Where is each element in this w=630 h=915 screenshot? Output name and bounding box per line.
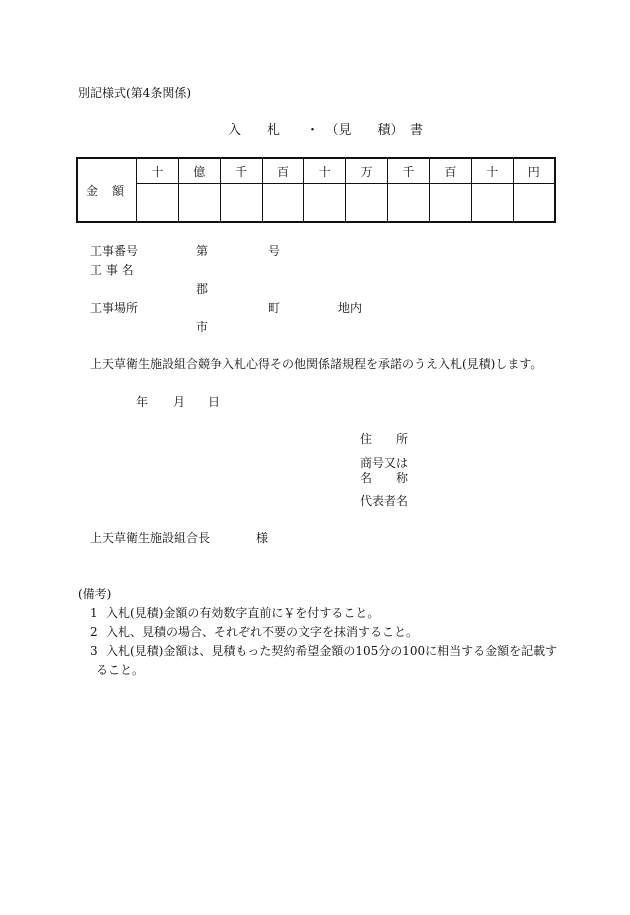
amount-label-cell [77, 158, 137, 222]
document-title: 入 札 ・ （見 積） 書 [228, 123, 424, 138]
work-site-label: 工事場所 [90, 301, 139, 315]
unit-ju: 十 [471, 158, 513, 184]
amount-digit-cell[interactable] [388, 184, 430, 223]
unit-hyakuman: 百 [262, 158, 304, 184]
unit-juoku: 十 [137, 158, 179, 184]
amount-digit-cell[interactable] [346, 184, 388, 223]
amount-label-char-1: 金 [86, 183, 99, 198]
amount-digit-cell[interactable] [304, 184, 346, 223]
note-3-number: 3 [90, 644, 98, 658]
site-shi: 市 [196, 320, 209, 334]
work-number-dai: 第 [196, 244, 209, 258]
amount-header-row [77, 158, 555, 184]
bidder-trade-name-label-1: 商号又は [360, 456, 409, 470]
bidder-representative-label: 代表者名 [360, 494, 409, 508]
site-machi: 町 [268, 301, 281, 315]
amount-digit-cell[interactable] [137, 184, 179, 223]
unit-senman: 千 [220, 158, 262, 184]
notes-heading: (備考) [78, 587, 112, 601]
unit-juman: 十 [304, 158, 346, 184]
unit-man: 万 [346, 158, 388, 184]
amount-digit-cell[interactable] [220, 184, 262, 223]
amount-digit-cell[interactable] [471, 184, 513, 223]
amount-digit-cell[interactable] [262, 184, 304, 223]
site-chinai: 地内 [338, 301, 363, 315]
work-number-label: 工事番号 [90, 244, 139, 258]
note-2-number: 2 [90, 625, 98, 639]
note-1-text: 入札(見積)金額の有効数字直前に￥を付すること。 [106, 606, 380, 620]
amount-input-row [77, 184, 555, 223]
work-number-gou: 号 [268, 244, 281, 258]
date-day: 日 [208, 395, 221, 409]
bidder-address-label: 住 所 [360, 432, 409, 446]
addressee-honorific: 様 [256, 531, 269, 545]
date-month: 月 [173, 395, 186, 409]
amount-digit-cell[interactable] [513, 184, 555, 223]
amount-digit-cell[interactable] [178, 184, 220, 223]
note-3-continuation: ること。 [96, 663, 145, 677]
bidder-trade-name-label-2: 名 称 [360, 471, 409, 485]
amount-table [76, 157, 556, 223]
date-year: 年 [136, 395, 149, 409]
unit-oku: 億 [178, 158, 220, 184]
unit-hyaku: 百 [429, 158, 471, 184]
work-name-label: 工 事 名 [90, 263, 134, 277]
site-gun: 郡 [196, 282, 209, 296]
amount-label-char-2: 額 [111, 183, 124, 198]
unit-en: 円 [513, 158, 555, 184]
note-3-text: 入札(見積)金額は、見積もった契約希望金額の105分の100に相当する金額を記載す [106, 644, 558, 658]
amount-digit-cell[interactable] [429, 184, 471, 223]
consent-statement: 上天草衛生施設組合競争入札心得その他関係諸規程を承諾のうえ入札(見積)します。 [90, 357, 543, 371]
addressee-name: 上天草衛生施設組合長 [90, 531, 211, 545]
unit-sen: 千 [388, 158, 430, 184]
note-1-number: 1 [90, 606, 98, 620]
note-2-text: 入札、見積の場合、それぞれ不要の文字を抹消すること。 [106, 625, 419, 639]
form-reference: 別記様式(第4条関係) [78, 86, 191, 100]
